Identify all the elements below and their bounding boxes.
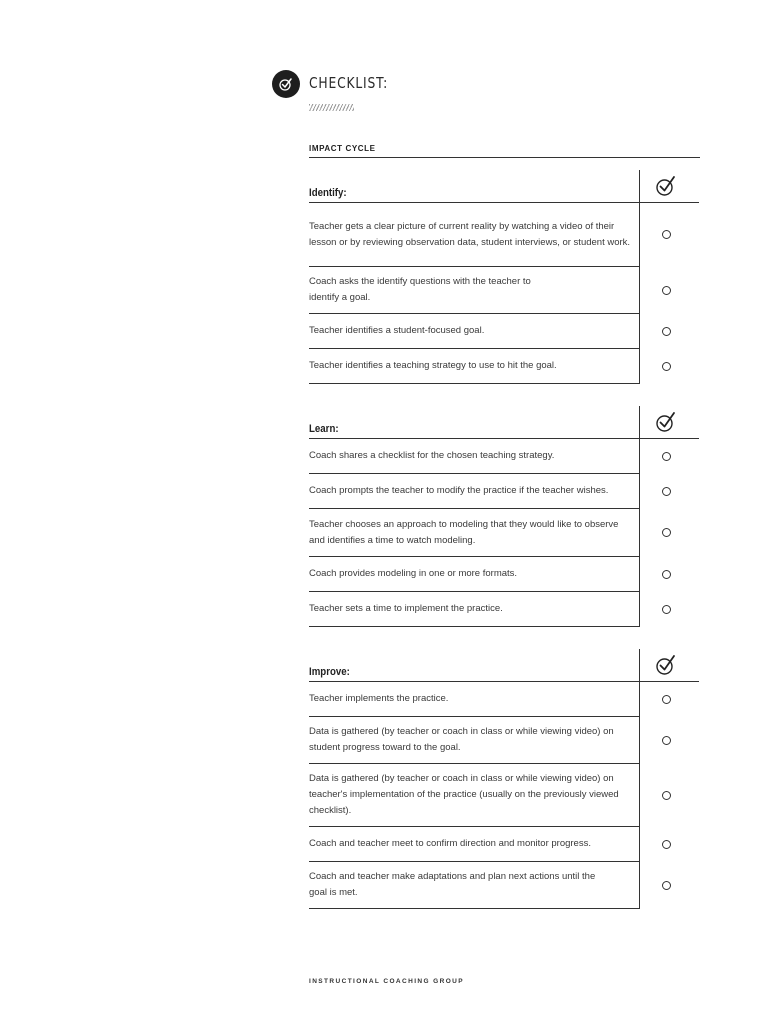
divider xyxy=(309,157,700,158)
section-header xyxy=(309,649,699,682)
checkbox-circle[interactable] xyxy=(662,286,671,295)
row-text: Teacher chooses an approach to modeling that they would like to observe and identifies a time to watch modeling. xyxy=(309,518,619,546)
row-text: Teacher identifies a student-focused goal. xyxy=(309,325,485,336)
section-identify xyxy=(309,170,699,384)
checkbox-circle[interactable] xyxy=(662,528,671,537)
row-text: Teacher sets a time to implement the practice. xyxy=(309,603,503,614)
row-text: Data is gathered (by teacher or coach in class or while viewing video) on teacher's implementation of the practice (usually on the previously viewed checklist). xyxy=(309,773,619,816)
checkbox-circle[interactable] xyxy=(662,570,671,579)
checklist-row xyxy=(309,557,640,592)
row-text: Coach provides modeling in one or more formats. xyxy=(309,568,518,579)
checkmark-icon xyxy=(655,175,677,197)
row-text: Teacher gets a clear picture of current reality by watching a video of their lesson or by reviewing observation data, student interviews, or student work. xyxy=(309,220,631,248)
section-improve xyxy=(309,649,699,909)
checkbox-circle[interactable] xyxy=(662,605,671,614)
checklist-row xyxy=(309,509,640,557)
checkbox-circle[interactable] xyxy=(662,695,671,704)
checkbox-circle[interactable] xyxy=(662,840,671,849)
checklist-icon xyxy=(272,70,300,98)
checklist-row xyxy=(309,717,640,764)
row-text: Coach prompts the teacher to modify the practice if the teacher wishes. xyxy=(309,485,609,496)
checklist-row xyxy=(309,314,640,349)
checkbox-circle[interactable] xyxy=(662,362,671,371)
checkbox-circle[interactable] xyxy=(662,452,671,461)
footer-brand: INSTRUCTIONAL COACHING GROUP xyxy=(309,978,464,985)
checklist-row xyxy=(309,439,640,474)
checkbox-circle[interactable] xyxy=(662,327,671,336)
checklist-row xyxy=(309,203,640,267)
checkbox-circle[interactable] xyxy=(662,791,671,800)
row-text: Data is gathered (by teacher or coach in class or while viewing video) on student progress toward to the goal. xyxy=(309,726,614,753)
checkbox-circle[interactable] xyxy=(662,881,671,890)
row-text: Coach and teacher meet to confirm direction and monitor progress. xyxy=(309,838,591,849)
row-text: Teacher implements the practice. xyxy=(309,693,449,704)
section-learn xyxy=(309,406,699,627)
section-header xyxy=(309,170,699,203)
page-title: CHECKLIST: xyxy=(309,74,389,92)
checklist-row xyxy=(309,827,640,862)
section-header xyxy=(309,406,699,439)
checkmark-icon xyxy=(655,411,677,433)
checklist-row xyxy=(309,474,640,509)
checklist-row xyxy=(309,764,640,827)
checklist-row xyxy=(309,682,640,717)
checklist-row xyxy=(309,592,640,627)
checklist-row xyxy=(309,349,640,384)
checkbox-circle[interactable] xyxy=(662,487,671,496)
checkmark-icon xyxy=(655,654,677,676)
section-title: Improve: xyxy=(309,666,350,678)
section-title: Learn: xyxy=(309,423,339,435)
section-subtitle: IMPACT CYCLE xyxy=(309,144,376,153)
decorative-hatch xyxy=(309,104,354,111)
row-text: Coach and teacher make adaptations and plan next actions until the goal is met. xyxy=(309,871,596,898)
checklist-row xyxy=(309,862,640,909)
checkbox-circle[interactable] xyxy=(662,736,671,745)
row-text: Coach shares a checklist for the chosen teaching strategy. xyxy=(309,450,555,461)
row-text: Coach asks the identify questions with the teacher to identify a goal. xyxy=(309,276,531,303)
section-title: Identify: xyxy=(309,187,347,199)
checklist-row xyxy=(309,267,640,314)
row-text: Teacher identifies a teaching strategy to use to hit the goal. xyxy=(309,360,557,371)
checkbox-circle[interactable] xyxy=(662,230,671,239)
